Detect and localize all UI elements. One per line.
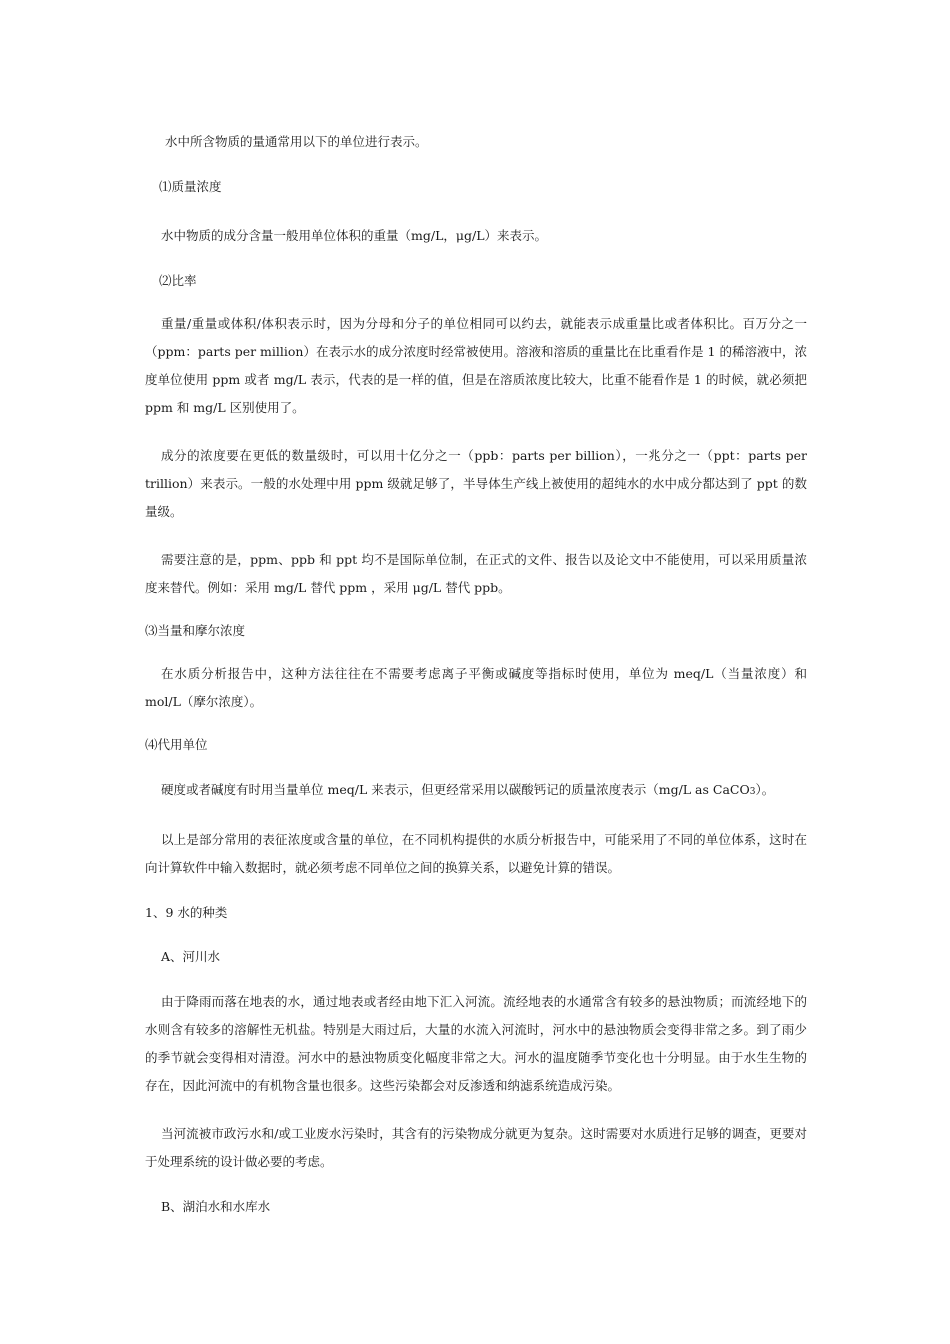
document-body <box>145 128 807 1218</box>
si-unit-note-paragraph: 需要注意的是，ppm、ppb 和 ppt 均不是国际单位制，在正式的文件、报告以及论文中不能使用，可以采用质量浓度来替代。例如：采用 mg/L 替代 ppm ，采用 μg/L 替代 ppb。 <box>145 552 807 595</box>
heading-mass-concentration: ⑴质量浓度 <box>159 179 222 194</box>
equivalent-molar-paragraph: 在水质分析报告中，这种方法往往在不需要考虑离子平衡或碱度等指标时使用，单位为 meq/L（当量浓度）和 mol/L（摩尔浓度）。 <box>145 666 807 709</box>
ratio-paragraph: 重量/重量或体积/体积表示时，因为分母和分子的单位相同可以约去，就能表示成重量比或者体积比。百万分之一（ppm：parts per million）在表示水的成分浓度时经常被使用。溶液和溶质的重量比在比重看作是 1 的稀溶液中，浓度单位使用 ppm 或者 mg/L 表示，代表的是一样的值，但是在溶质浓度比较大，比重不能看作是 1 的时候，就必须把 ppm 和 mg/L 区别使用了。 <box>145 316 807 415</box>
substitute-units-text: 硬度或者碱度有时用当量单位 meq/L 来表示，但更经常采用以碳酸钙记的质量浓度表示（mg/L as CaCO <box>161 782 750 797</box>
heading-ratio: ⑵比率 <box>159 273 197 288</box>
heading-lake-reservoir-water: B、湖泊水和水库水 <box>161 1199 271 1214</box>
subscript-3: 3 <box>749 787 756 797</box>
section-heading-water-types: 1、9 水的种类 <box>145 905 228 920</box>
heading-river-water: A、河川水 <box>161 949 221 964</box>
units-summary-paragraph: 以上是部分常用的表征浓度或含量的单位，在不同机构提供的水质分析报告中，可能采用了不同的单位体系，这时在向计算软件中输入数据时，就必须考虑不同单位之间的换算关系，以避免计算的错误。 <box>145 832 807 875</box>
river-pollution-paragraph: 当河流被市政污水和/或工业废水污染时，其含有的污染物成分就更为复杂。这时需要对水质进行足够的调查，更要对于处理系统的设计做必要的考虑。 <box>145 1126 807 1169</box>
substitute-units-text-end: ）。 <box>755 782 775 797</box>
heading-substitute-units: ⑷代用单位 <box>145 737 208 752</box>
heading-equivalent-molar: ⑶当量和摩尔浓度 <box>145 623 246 638</box>
substitute-units-paragraph <box>145 776 807 806</box>
low-concentration-paragraph: 成分的浓度要在更低的数量级时，可以用十亿分之一（ppb：parts per billion），一兆分之一（ppt：parts per trillion）来表示。一般的水处理中用 ppm 级就足够了，半导体生产线上被使用的超纯水的水中成分都达到了 ppt 的数量级。 <box>145 448 807 519</box>
mass-concentration-paragraph: 水中物质的成分含量一般用单位体积的重量（mg/L，μg/L）来表示。 <box>161 228 548 243</box>
river-water-paragraph: 由于降雨而落在地表的水，通过地表或者经由地下汇入河流。流经地表的水通常含有较多的悬浊物质；而流经地下的水则含有较多的溶解性无机盐。特别是大雨过后，大量的水流入河流时，河水中的悬浊物质会变得非常之多。到了雨少的季节就会变得相对清澄。河水中的悬浊物质变化幅度非常之大。河水的温度随季节变化也十分明显。由于水生生物的存在，因此河流中的有机物含量也很多。这些污染都会对反渗透和纳滤系统造成污染。 <box>145 994 807 1093</box>
intro-paragraph: 水中所含物质的量通常用以下的单位进行表示。 <box>165 134 428 149</box>
